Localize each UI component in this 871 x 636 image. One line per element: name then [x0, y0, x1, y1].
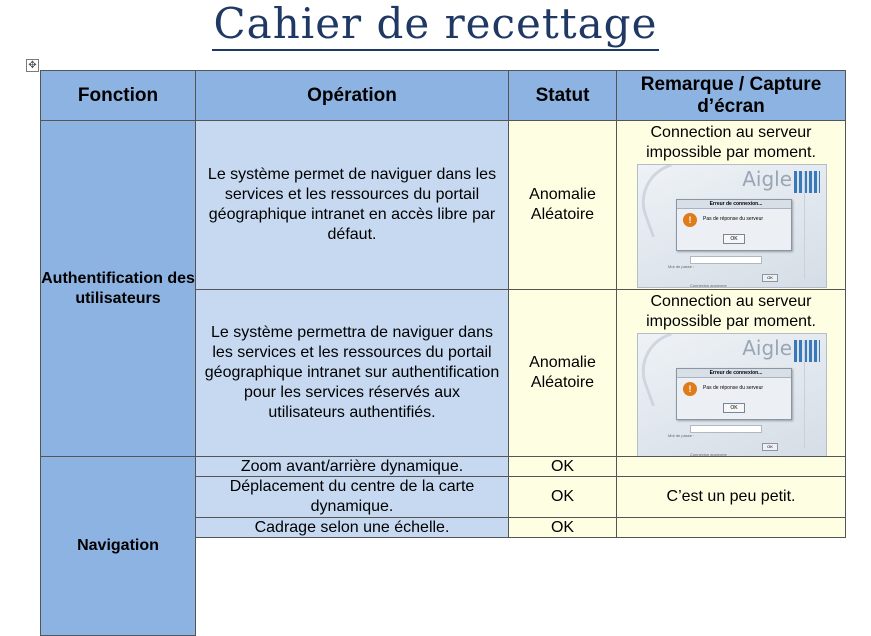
remarque-cell: C’est un peu petit.: [616, 476, 846, 518]
warning-icon: !: [683, 382, 697, 396]
header-remarque: Remarque / Capture d’écran: [616, 70, 846, 121]
statut-cell: OK: [508, 456, 617, 477]
operation-cell: Le système permettra de naviguer dans les services et les ressources du portail géographique intranet sur authentification pour les services réservés aux utilisateurs authentifiés.: [195, 289, 509, 457]
document-title: Cahier de recettage: [0, 0, 871, 48]
dialog-ok-button: OK: [723, 234, 745, 244]
remarque-cell: [616, 120, 846, 290]
anonymous-checkbox: Connexion anonyme: [690, 452, 727, 457]
statut-cell: OK: [508, 476, 617, 518]
error-dialog: [676, 368, 792, 420]
fonction-navigation: Navigation: [40, 456, 196, 636]
logo-bars-icon: [794, 171, 820, 193]
password-label: Mot de passe :: [668, 264, 695, 269]
header-fonction: Fonction: [40, 70, 196, 121]
statut-cell: Anomalie Aléatoire: [508, 120, 617, 290]
logo-bars-icon: [794, 340, 820, 362]
remarque-text: Connection au serveur impossible par moment.: [646, 293, 816, 330]
header-operation: Opération: [195, 70, 509, 121]
test-table: [40, 70, 846, 570]
error-dialog: [676, 199, 792, 251]
app-logo: Aigle: [742, 167, 792, 191]
screenshot-image: [637, 333, 827, 457]
header-statut: Statut: [508, 70, 617, 121]
remarque-cell: [616, 517, 846, 538]
remarque-cell: [616, 456, 846, 477]
statut-cell: OK: [508, 517, 617, 538]
app-logo: Aigle: [742, 336, 792, 360]
operation-cell: Déplacement du centre de la carte dynamique.: [195, 476, 509, 518]
operation-cell: Le système permet de naviguer dans les services et les ressources du portail géographique intranet en accès libre par défaut.: [195, 120, 509, 290]
dialog-title: Erreur de connexion...: [677, 369, 791, 378]
operation-cell: Zoom avant/arrière dynamique.: [195, 456, 509, 477]
anonymous-checkbox: Connexion anonyme: [690, 283, 727, 288]
operation-cell: Cadrage selon une échelle.: [195, 517, 509, 538]
dialog-ok-button: OK: [723, 403, 745, 413]
login-ok-button: OK: [762, 274, 778, 282]
dialog-message: Pas de réponse du serveur: [703, 385, 764, 391]
password-field: [690, 256, 762, 264]
statut-cell: Anomalie Aléatoire: [508, 289, 617, 457]
remarque-cell: [616, 289, 846, 457]
table-move-handle-icon[interactable]: ✥: [26, 59, 39, 72]
login-ok-button: OK: [762, 443, 778, 451]
password-label: Mot de passe :: [668, 433, 695, 438]
remarque-text: Connection au serveur impossible par moment.: [646, 124, 816, 161]
fonction-authentification: Authentification des utilisateurs: [40, 120, 196, 457]
warning-icon: !: [683, 213, 697, 227]
dialog-message: Pas de réponse du serveur: [703, 216, 764, 222]
password-field: [690, 425, 762, 433]
screenshot-image: [637, 164, 827, 288]
dialog-title: Erreur de connexion...: [677, 200, 791, 209]
